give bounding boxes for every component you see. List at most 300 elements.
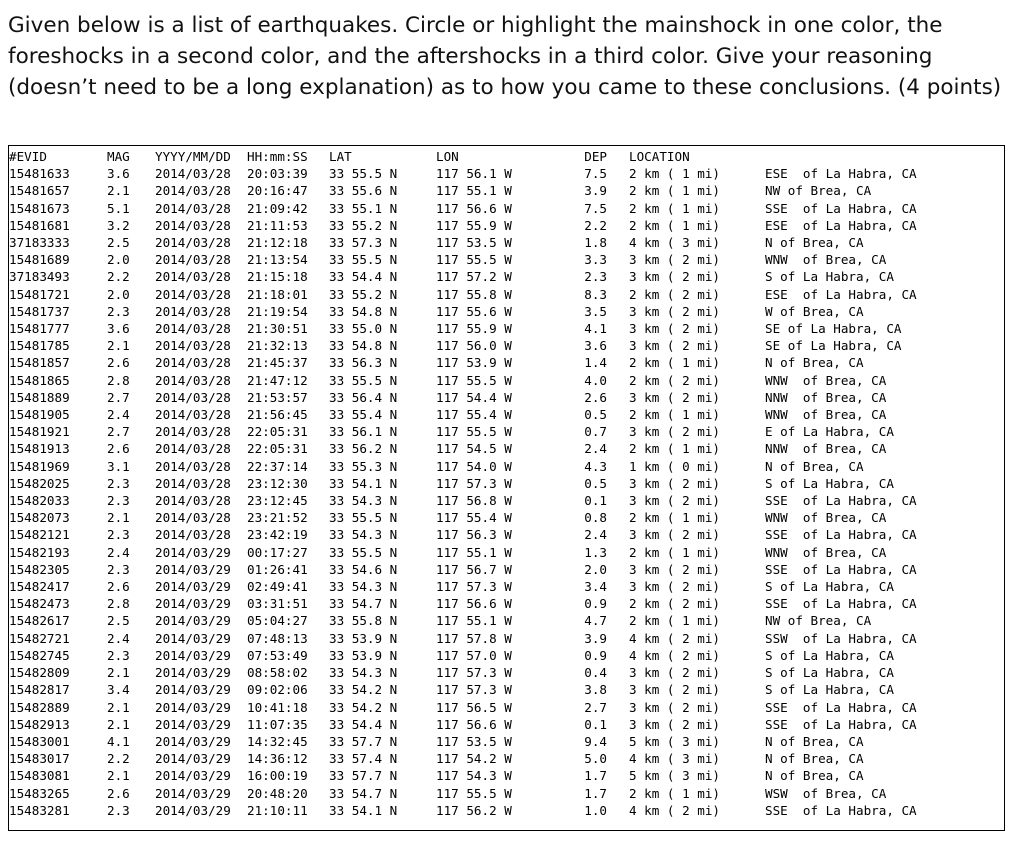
table-row (9, 733, 965, 750)
cell-lat: 33 54.7 N (329, 596, 398, 612)
cell-mag: 2.4 (107, 630, 130, 646)
cell-time: 21:45:37 (247, 355, 308, 371)
cell-evid: 15481785 (9, 338, 70, 354)
cell-time: 22:05:31 (247, 441, 308, 457)
cell-date: 2014/03/29 (155, 751, 231, 767)
cell-place: W of Brea, CA (765, 303, 864, 319)
cell-evid: 15482073 (9, 510, 70, 526)
cell-dep: 2.6 (584, 389, 607, 405)
cell-date: 2014/03/29 (155, 596, 231, 612)
cell-time: 09:02:06 (247, 682, 308, 698)
cell-place: ESE of La Habra, CA (765, 166, 917, 182)
cell-time: 14:32:45 (247, 733, 308, 749)
cell-time: 01:26:41 (247, 561, 308, 577)
cell-lon: 117 56.5 W (436, 699, 512, 715)
cell-distance: 2 km ( 1 mi) (629, 544, 720, 560)
cell-place: WNW of Brea, CA (765, 407, 887, 423)
cell-time: 16:00:19 (247, 768, 308, 784)
table-row (9, 234, 965, 251)
cell-mag: 5.1 (107, 200, 130, 216)
cell-place: SSE of La Habra, CA (765, 802, 917, 818)
cell-evid: 15482033 (9, 493, 70, 509)
cell-date: 2014/03/28 (155, 493, 231, 509)
cell-mag: 2.1 (107, 338, 130, 354)
cell-lon: 117 56.7 W (436, 561, 512, 577)
table-row (9, 165, 965, 182)
cell-evid: 15482121 (9, 527, 70, 543)
cell-lon: 117 55.5 W (436, 372, 512, 388)
table-row (9, 509, 965, 526)
cell-place: NW of Brea, CA (765, 613, 872, 629)
cell-lon: 117 55.6 W (436, 303, 512, 319)
cell-distance: 2 km ( 1 mi) (629, 613, 720, 629)
cell-evid: 15483001 (9, 733, 70, 749)
cell-evid: 15482745 (9, 647, 70, 663)
cell-lon: 117 55.5 W (436, 424, 512, 440)
cell-evid: 15482305 (9, 561, 70, 577)
cell-place: SSE of La Habra, CA (765, 493, 917, 509)
cell-evid: 15482617 (9, 613, 70, 629)
cell-time: 21:30:51 (247, 321, 308, 337)
cell-date: 2014/03/28 (155, 183, 231, 199)
cell-evid: 15481721 (9, 286, 70, 302)
cell-mag: 3.4 (107, 682, 130, 698)
table-row (9, 182, 965, 199)
cell-mag: 2.3 (107, 527, 130, 543)
cell-dep: 1.3 (584, 544, 607, 560)
cell-place: ESE of La Habra, CA (765, 217, 917, 233)
cell-date: 2014/03/29 (155, 561, 231, 577)
cell-distance: 2 km ( 1 mi) (629, 183, 720, 199)
cell-evid: 37183493 (9, 269, 70, 285)
cell-place: S of La Habra, CA (765, 269, 894, 285)
cell-mag: 2.8 (107, 596, 130, 612)
cell-mag: 2.7 (107, 389, 130, 405)
cell-mag: 2.3 (107, 561, 130, 577)
earthquake-listing (8, 145, 1005, 831)
cell-dep: 5.0 (584, 751, 607, 767)
cell-dep: 1.0 (584, 802, 607, 818)
cell-date: 2014/03/28 (155, 527, 231, 543)
cell-lon: 117 55.8 W (436, 286, 512, 302)
table-header-row (9, 148, 965, 165)
cell-distance: 4 km ( 3 mi) (629, 751, 720, 767)
cell-date: 2014/03/29 (155, 802, 231, 818)
cell-distance: 2 km ( 1 mi) (629, 441, 720, 457)
cell-place: S of La Habra, CA (765, 665, 894, 681)
table-row (9, 475, 965, 492)
table-row (9, 802, 965, 819)
cell-dep: 1.7 (584, 785, 607, 801)
table-row (9, 716, 965, 733)
cell-evid: 15482889 (9, 699, 70, 715)
cell-time: 21:56:45 (247, 407, 308, 423)
cell-date: 2014/03/29 (155, 682, 231, 698)
cell-mag: 2.7 (107, 424, 130, 440)
cell-lon: 117 56.2 W (436, 802, 512, 818)
table-row (9, 320, 965, 337)
cell-lat: 33 55.1 N (329, 200, 398, 216)
cell-dep: 7.5 (584, 166, 607, 182)
cell-lon: 117 56.8 W (436, 493, 512, 509)
cell-evid: 15482417 (9, 579, 70, 595)
cell-evid: 15482473 (9, 596, 70, 612)
cell-dep: 0.7 (584, 424, 607, 440)
cell-dep: 8.3 (584, 286, 607, 302)
cell-date: 2014/03/29 (155, 544, 231, 560)
cell-mag: 3.6 (107, 166, 130, 182)
table-row (9, 440, 965, 457)
cell-distance: 3 km ( 2 mi) (629, 665, 720, 681)
cell-distance: 3 km ( 2 mi) (629, 389, 720, 405)
cell-distance: 4 km ( 2 mi) (629, 647, 720, 663)
cell-lat: 33 55.5 N (329, 372, 398, 388)
cell-time: 21:53:57 (247, 389, 308, 405)
cell-evid: 15481969 (9, 458, 70, 474)
cell-evid: 15482193 (9, 544, 70, 560)
table-row (9, 595, 965, 612)
cell-evid: 15482721 (9, 630, 70, 646)
cell-mag: 2.5 (107, 613, 130, 629)
cell-distance: 2 km ( 1 mi) (629, 217, 720, 233)
table-row (9, 785, 965, 802)
table-row (9, 699, 965, 716)
cell-lat: 33 54.7 N (329, 785, 398, 801)
cell-time: 20:48:20 (247, 785, 308, 801)
cell-distance: 2 km ( 1 mi) (629, 200, 720, 216)
cell-dep: 0.9 (584, 647, 607, 663)
cell-distance: 5 km ( 3 mi) (629, 768, 720, 784)
cell-dep: 3.4 (584, 579, 607, 595)
cell-place: S of La Habra, CA (765, 579, 894, 595)
cell-dep: 3.9 (584, 183, 607, 199)
table-row (9, 767, 965, 784)
cell-mag: 2.8 (107, 372, 130, 388)
cell-distance: 3 km ( 2 mi) (629, 269, 720, 285)
cell-place: ESE of La Habra, CA (765, 286, 917, 302)
cell-dep: 3.9 (584, 630, 607, 646)
cell-distance: 3 km ( 2 mi) (629, 561, 720, 577)
cell-distance: 3 km ( 2 mi) (629, 493, 720, 509)
cell-mag: 2.5 (107, 235, 130, 251)
table-row (9, 561, 965, 578)
cell-dep: 3.3 (584, 252, 607, 268)
cell-evid: 15482809 (9, 665, 70, 681)
cell-date: 2014/03/29 (155, 785, 231, 801)
cell-lat: 33 56.3 N (329, 355, 398, 371)
cell-place: N of Brea, CA (765, 235, 864, 251)
cell-mag: 2.4 (107, 544, 130, 560)
cell-time: 21:32:13 (247, 338, 308, 354)
cell-date: 2014/03/28 (155, 166, 231, 182)
table-row (9, 423, 965, 440)
cell-mag: 2.4 (107, 407, 130, 423)
cell-date: 2014/03/28 (155, 407, 231, 423)
cell-dep: 0.8 (584, 510, 607, 526)
cell-mag: 2.3 (107, 647, 130, 663)
cell-lat: 33 54.3 N (329, 527, 398, 543)
cell-time: 03:31:51 (247, 596, 308, 612)
cell-place: E of La Habra, CA (765, 424, 894, 440)
cell-date: 2014/03/29 (155, 647, 231, 663)
cell-mag: 2.2 (107, 751, 130, 767)
cell-lat: 33 54.2 N (329, 682, 398, 698)
cell-mag: 2.1 (107, 699, 130, 715)
table-row (9, 200, 965, 217)
cell-evid: 15481921 (9, 424, 70, 440)
cell-lon: 117 56.0 W (436, 338, 512, 354)
cell-time: 22:05:31 (247, 424, 308, 440)
header-lat: LAT (329, 149, 352, 164)
cell-dep: 0.5 (584, 475, 607, 491)
cell-mag: 2.1 (107, 665, 130, 681)
cell-place: SSE of La Habra, CA (765, 561, 917, 577)
cell-lat: 33 56.4 N (329, 389, 398, 405)
table-row (9, 303, 965, 320)
cell-evid: 15481913 (9, 441, 70, 457)
cell-place: N of Brea, CA (765, 355, 864, 371)
cell-mag: 3.6 (107, 321, 130, 337)
cell-lat: 33 56.2 N (329, 441, 398, 457)
cell-distance: 2 km ( 1 mi) (629, 166, 720, 182)
cell-dep: 0.4 (584, 665, 607, 681)
cell-lat: 33 54.2 N (329, 699, 398, 715)
cell-dep: 3.6 (584, 338, 607, 354)
cell-time: 21:09:42 (247, 200, 308, 216)
cell-lat: 33 54.8 N (329, 338, 398, 354)
cell-lon: 117 56.6 W (436, 596, 512, 612)
cell-time: 21:12:18 (247, 235, 308, 251)
header-location-pad (765, 148, 965, 165)
cell-lat: 33 55.8 N (329, 613, 398, 629)
cell-date: 2014/03/29 (155, 699, 231, 715)
cell-lat: 33 57.7 N (329, 733, 398, 749)
cell-mag: 2.0 (107, 286, 130, 302)
cell-lon: 117 57.3 W (436, 682, 512, 698)
cell-lat: 33 56.1 N (329, 424, 398, 440)
table-row (9, 647, 965, 664)
cell-date: 2014/03/28 (155, 424, 231, 440)
cell-place: SE of La Habra, CA (765, 321, 902, 337)
cell-mag: 2.1 (107, 183, 130, 199)
cell-lon: 117 54.2 W (436, 751, 512, 767)
cell-dep: 1.8 (584, 235, 607, 251)
cell-place: N of Brea, CA (765, 733, 864, 749)
cell-lat: 33 54.3 N (329, 579, 398, 595)
cell-evid: 15481905 (9, 407, 70, 423)
table-row (9, 578, 965, 595)
header-mag: MAG (107, 149, 130, 164)
cell-distance: 3 km ( 2 mi) (629, 716, 720, 732)
cell-evid: 15482913 (9, 716, 70, 732)
cell-time: 21:15:18 (247, 269, 308, 285)
cell-time: 21:18:01 (247, 286, 308, 302)
cell-mag: 2.0 (107, 252, 130, 268)
cell-lat: 33 55.6 N (329, 183, 398, 199)
table-row (9, 389, 965, 406)
cell-dep: 2.4 (584, 527, 607, 543)
cell-lon: 117 57.3 W (436, 665, 512, 681)
cell-lat: 33 54.4 N (329, 269, 398, 285)
cell-dep: 0.9 (584, 596, 607, 612)
table-row (9, 286, 965, 303)
cell-lon: 117 56.3 W (436, 527, 512, 543)
cell-date: 2014/03/28 (155, 321, 231, 337)
cell-distance: 4 km ( 2 mi) (629, 802, 720, 818)
cell-lon: 117 57.3 W (436, 579, 512, 595)
cell-place: SSE of La Habra, CA (765, 716, 917, 732)
cell-place: SSE of La Habra, CA (765, 699, 917, 715)
cell-mag: 2.3 (107, 475, 130, 491)
cell-time: 21:10:11 (247, 802, 308, 818)
cell-lon: 117 56.6 W (436, 200, 512, 216)
cell-dep: 1.7 (584, 768, 607, 784)
table-row (9, 217, 965, 234)
cell-time: 20:03:39 (247, 166, 308, 182)
cell-evid: 15481657 (9, 183, 70, 199)
cell-place: N of Brea, CA (765, 751, 864, 767)
cell-lon: 117 56.1 W (436, 166, 512, 182)
cell-dep: 0.1 (584, 716, 607, 732)
cell-evid: 15481681 (9, 217, 70, 233)
cell-mag: 2.1 (107, 768, 130, 784)
cell-date: 2014/03/29 (155, 733, 231, 749)
cell-dep: 9.4 (584, 733, 607, 749)
cell-dep: 4.0 (584, 372, 607, 388)
cell-date: 2014/03/28 (155, 286, 231, 302)
cell-evid: 15481737 (9, 303, 70, 319)
table-row (9, 458, 965, 475)
header-date: YYYY/MM/DD (155, 149, 231, 164)
table-row (9, 526, 965, 543)
cell-evid: 15482025 (9, 475, 70, 491)
cell-time: 23:12:45 (247, 493, 308, 509)
cell-lat: 33 55.5 N (329, 166, 398, 182)
cell-distance: 3 km ( 2 mi) (629, 475, 720, 491)
cell-dep: 2.0 (584, 561, 607, 577)
cell-time: 23:42:19 (247, 527, 308, 543)
cell-mag: 2.6 (107, 785, 130, 801)
cell-distance: 2 km ( 1 mi) (629, 407, 720, 423)
table-row (9, 681, 965, 698)
cell-distance: 5 km ( 3 mi) (629, 733, 720, 749)
cell-date: 2014/03/28 (155, 355, 231, 371)
cell-evid: 15481889 (9, 389, 70, 405)
cell-distance: 2 km ( 2 mi) (629, 286, 720, 302)
cell-evid: 15481777 (9, 321, 70, 337)
cell-mag: 3.1 (107, 458, 130, 474)
cell-lat: 33 57.4 N (329, 751, 398, 767)
cell-mag: 2.3 (107, 802, 130, 818)
cell-place: SSW of La Habra, CA (765, 630, 917, 646)
cell-date: 2014/03/28 (155, 217, 231, 233)
cell-distance: 2 km ( 1 mi) (629, 785, 720, 801)
cell-time: 22:37:14 (247, 458, 308, 474)
cell-place: S of La Habra, CA (765, 647, 894, 663)
cell-time: 21:11:53 (247, 217, 308, 233)
cell-evid: 15483281 (9, 802, 70, 818)
table-row (9, 492, 965, 509)
table-row (9, 630, 965, 647)
cell-evid: 15481633 (9, 166, 70, 182)
cell-date: 2014/03/28 (155, 252, 231, 268)
cell-distance: 3 km ( 2 mi) (629, 321, 720, 337)
cell-lat: 33 54.1 N (329, 802, 398, 818)
cell-evid: 15483265 (9, 785, 70, 801)
cell-evid: 15482817 (9, 682, 70, 698)
cell-lat: 33 55.2 N (329, 286, 398, 302)
cell-dep: 2.2 (584, 217, 607, 233)
cell-evid: 37183333 (9, 235, 70, 251)
cell-lon: 117 54.5 W (436, 441, 512, 457)
cell-dep: 0.5 (584, 407, 607, 423)
table-body (9, 165, 965, 819)
cell-distance: 3 km ( 2 mi) (629, 699, 720, 715)
cell-time: 14:36:12 (247, 751, 308, 767)
cell-lat: 33 55.5 N (329, 544, 398, 560)
cell-distance: 2 km ( 1 mi) (629, 355, 720, 371)
header-location: LOCATION (629, 149, 690, 164)
cell-time: 23:21:52 (247, 510, 308, 526)
cell-mag: 2.1 (107, 510, 130, 526)
cell-mag: 2.6 (107, 579, 130, 595)
table-row (9, 664, 965, 681)
cell-lat: 33 55.5 N (329, 252, 398, 268)
cell-time: 07:53:49 (247, 647, 308, 663)
cell-lat: 33 54.3 N (329, 493, 398, 509)
cell-dep: 2.4 (584, 441, 607, 457)
table-row (9, 354, 965, 371)
cell-lat: 33 54.6 N (329, 561, 398, 577)
cell-date: 2014/03/29 (155, 716, 231, 732)
cell-time: 21:19:54 (247, 303, 308, 319)
cell-distance: 3 km ( 2 mi) (629, 338, 720, 354)
cell-lon: 117 54.4 W (436, 389, 512, 405)
cell-evid: 15483017 (9, 751, 70, 767)
cell-date: 2014/03/28 (155, 458, 231, 474)
cell-mag: 4.1 (107, 733, 130, 749)
cell-lat: 33 53.9 N (329, 647, 398, 663)
cell-lat: 33 55.2 N (329, 217, 398, 233)
cell-lat: 33 54.4 N (329, 716, 398, 732)
cell-date: 2014/03/28 (155, 235, 231, 251)
cell-place: SE of La Habra, CA (765, 338, 902, 354)
cell-lat: 33 55.5 N (329, 510, 398, 526)
cell-date: 2014/03/29 (155, 630, 231, 646)
cell-lat: 33 55.0 N (329, 321, 398, 337)
assignment-instructions: Given below is a list of earthquakes. Circle or highlight the mainshock in one color, the foreshocks in a second color, and the aftershocks in a third color. Give your reasoning (doesn’t need to be a long explanation) as to how you came to these conclusions. (4 points) (8, 13, 1002, 100)
cell-date: 2014/03/28 (155, 372, 231, 388)
cell-mag: 3.2 (107, 217, 130, 233)
cell-lon: 117 55.4 W (436, 510, 512, 526)
cell-dep: 3.8 (584, 682, 607, 698)
cell-lon: 117 53.5 W (436, 733, 512, 749)
table-row (9, 337, 965, 354)
cell-lon: 117 55.9 W (436, 217, 512, 233)
cell-dep: 7.5 (584, 200, 607, 216)
cell-lat: 33 53.9 N (329, 630, 398, 646)
cell-lon: 117 57.3 W (436, 475, 512, 491)
table-row (9, 750, 965, 767)
cell-distance: 2 km ( 2 mi) (629, 372, 720, 388)
cell-lon: 117 57.2 W (436, 269, 512, 285)
cell-time: 20:16:47 (247, 183, 308, 199)
cell-lon: 117 56.6 W (436, 716, 512, 732)
cell-place: WNW of Brea, CA (765, 372, 887, 388)
earthquake-table (9, 148, 965, 819)
cell-place: SSE of La Habra, CA (765, 200, 917, 216)
cell-place: SSE of La Habra, CA (765, 527, 917, 543)
